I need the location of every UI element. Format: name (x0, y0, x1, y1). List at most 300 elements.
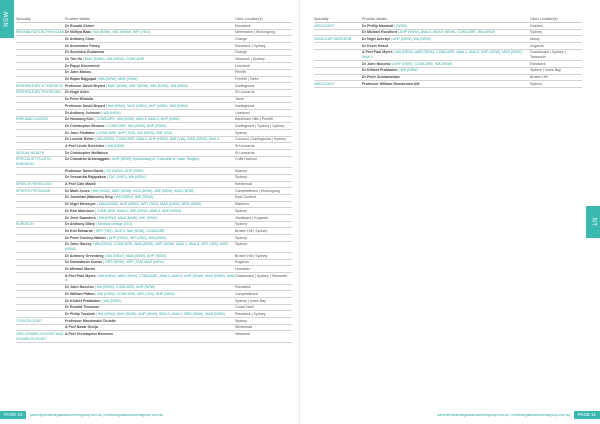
table-row (16, 208, 292, 215)
provider-name: Dr Jerel Saunders (65, 215, 96, 220)
provider-qualifications: | WA (NSW) (100, 298, 121, 303)
location-cell: Randwick | Sydney (235, 43, 266, 48)
provider-table-right (314, 15, 582, 88)
provider-qualifications: | Medical college (VIC) (95, 222, 133, 227)
provider-qualifications: | AHP (NSW), WPI (TAS), WA (NSW) (106, 235, 166, 240)
table-row (16, 43, 292, 50)
provider-cell (65, 305, 235, 311)
provider-qualifications: | AHP (NSW), AMA 4, AMA 5 (NSW), COMCARE, WA (NSW) (396, 30, 495, 35)
specialty-cell (16, 266, 65, 272)
specialty-cell (16, 305, 65, 311)
location-cell: Broken Hill | Sydney (235, 228, 268, 233)
provider-cell (65, 43, 235, 49)
provider-qualifications: | MAS (NSW), WA (NSW), COMCARE (82, 57, 145, 62)
provider-qualifications: | (NSW) (393, 23, 408, 28)
provider-cell (362, 23, 530, 29)
location-cell: Kogarah (235, 260, 249, 265)
specialty-cell (16, 77, 65, 83)
provider-name: Dr Anthony Dilley (65, 222, 96, 227)
specialty-cell: RESPIRATORY PHYSICIAN (16, 90, 61, 95)
table-row (314, 36, 582, 43)
provider-name: Dr Surendra Gunasena (65, 50, 105, 55)
location-cell: St Leonards (235, 90, 255, 95)
specialty-cell (16, 97, 65, 103)
page-number: PAGE 10 (0, 411, 26, 419)
provider-qualifications: | WA (NSW), AMS (NSW), NCA (NSW), IME (NSW), MAS (NSW) (89, 188, 195, 193)
table-row (16, 202, 292, 209)
specialty-cell (16, 208, 65, 214)
location-cell: Leonards (235, 267, 250, 272)
location-cell: Sydney (235, 242, 247, 247)
specialty-cell: URO-GYNAECOLOGIST AND GYNAECOLOGIST (16, 331, 64, 341)
location-cell: Randwick | Sydney (235, 311, 266, 316)
provider-qualifications: | MAS (NSW), AHP (NSW), IMS (NSW), WA (NSW) (104, 83, 188, 88)
location-cell: Darlinghurst (235, 103, 255, 108)
header-provider: Provider details (362, 17, 387, 21)
provider-name: Dr Kildeet Prabhaker (362, 68, 398, 73)
table-row (16, 36, 292, 43)
table-row (16, 70, 292, 77)
specialty-cell: RHEUMATOLOGIST (16, 117, 49, 122)
provider-cell (65, 83, 235, 89)
provider-qualifications: | WA (NSW), AMS (NSW), COMCARE, AMA 4, AMA 5, AHP (NSW), MAS (NSW), AMA 5 (65, 273, 235, 283)
provider-qualifications: | WA (NSW), MAS (NSW) (95, 77, 138, 82)
specialty-cell (314, 30, 362, 36)
provider-name: Dr Nigel Mercuyer (65, 202, 96, 207)
location-cell: Sydney (235, 168, 247, 173)
provider-cell (65, 168, 235, 174)
table-row (16, 103, 292, 110)
specialty-cell (314, 50, 362, 60)
provider-cell (362, 61, 530, 67)
provider-cell (65, 56, 235, 62)
specialty-cell (16, 298, 65, 304)
provider-name: Professor Macdonald Christie (65, 318, 116, 323)
contact-line[interactable]: admin@medicolegalassessmentsgroup.com.au | medicolegalassessmentsgroup.com.au (437, 413, 570, 417)
table-row (16, 291, 292, 298)
provider-name: Dr Ronald Shiner (65, 23, 95, 28)
provider-qualifications: | WA (NSW), MAS (NSW), AHP (NSW), IMS (NSW) (104, 103, 188, 108)
location-cell: St Leonards (235, 150, 255, 155)
provider-name: Dr Ron Muirdoes (65, 208, 94, 213)
header-specialty: Specialty (314, 17, 329, 21)
specialty-cell: SURGEON (16, 222, 34, 227)
provider-name: Dr Lucette Reiter (65, 137, 94, 142)
provider-qualifications: | DRS (NSW), WPI (TAS) MAS (NSW) (102, 260, 164, 265)
location-cell: Sydney (235, 235, 247, 240)
header-location: Clinic Location(s) (530, 17, 558, 21)
specialty-cell: SEXUAL HEALTH (16, 150, 45, 155)
provider-name: Dr John Garvey (65, 242, 92, 247)
specialty-cell (16, 235, 65, 241)
specialty-cell (16, 143, 65, 149)
table-row (314, 61, 582, 68)
table-row (314, 50, 582, 61)
specialty-cell: SPECIALIST PLASTIC SURGEON (16, 157, 52, 167)
provider-name: Dr Anthony Chan (65, 36, 95, 41)
provider-name: Dr Anthony Greenberg (65, 253, 104, 258)
provider-qualifications: | COMCARE, WA (NSW), AMA 4, AMA 5, AHP (NSW) (93, 117, 180, 122)
location-cell: Grassboard | Sydney | Tamworth (235, 273, 288, 278)
provider-name: Dr Christopher McMahon (65, 150, 108, 155)
specialty-cell (16, 103, 65, 109)
provider-cell (65, 266, 235, 272)
provider-table-left (16, 15, 292, 343)
table-row (16, 90, 292, 97)
provider-name: Dr Peter Subramanian (362, 75, 400, 80)
provider-name: Dr Kevin Heard (362, 43, 388, 48)
location-cell: Coffs Harbour (235, 157, 258, 162)
table-row (16, 260, 292, 267)
provider-name: A Prof Paul Myers (362, 50, 393, 55)
provider-cell (65, 182, 235, 188)
table-row (16, 311, 292, 318)
header-location: Clinic Location(s) (235, 17, 263, 21)
provider-cell (65, 318, 235, 324)
table-row (314, 81, 582, 88)
state-tab-nsw (0, 0, 14, 38)
specialty-cell (16, 123, 65, 129)
provider-name: Dr John Findlater (65, 130, 95, 135)
provider-qualifications: | AHP (NSW) Specialising in: Cosmetic & Laser Surgery (109, 157, 200, 162)
provider-name: Dr Nigel Achrayi (362, 36, 390, 41)
page-footer (0, 411, 300, 419)
provider-name: Dr William Patten (65, 291, 95, 296)
specialty-cell (16, 273, 65, 283)
state-tab-nt (586, 206, 600, 238)
location-cell: Grassboard | Sydney | Tamworth (530, 50, 566, 60)
provider-cell (65, 103, 235, 109)
provider-cell (65, 137, 235, 143)
specialty-cell (16, 311, 65, 317)
provider-cell (65, 285, 235, 291)
table-row (16, 285, 292, 292)
location-cell: Sydney (235, 318, 247, 323)
provider-name: Professor David Bryant (65, 103, 105, 108)
table-row (16, 325, 292, 332)
page-footer (300, 411, 600, 419)
provider-name: Professor David David (65, 168, 104, 173)
provider-qualifications: | WA (NSW), COMCARE, WPI (TAS), AHP (NSW) (94, 291, 175, 296)
provider-cell (65, 215, 235, 221)
provider-qualifications: | COMCARE, WA (NSW), AHP (NSW) (104, 123, 166, 128)
specialty-cell (16, 70, 65, 76)
provider-cell (362, 36, 530, 42)
location-cell: Merrimalee | Wollongong (235, 30, 275, 35)
provider-name: Dr Mark Jones (65, 188, 90, 193)
location-cell: Sydney (235, 175, 247, 180)
table-row (16, 23, 292, 30)
provider-cell (65, 175, 235, 181)
provider-cell (65, 325, 235, 331)
provider-cell (65, 70, 235, 76)
table-row (16, 266, 292, 273)
table-row (16, 83, 292, 90)
specialty-cell (16, 202, 65, 208)
specialty-cell (314, 61, 362, 67)
table-row (16, 253, 292, 260)
provider-name: A Prof Paul Myers (65, 273, 96, 278)
table-row (16, 215, 292, 222)
provider-name: Dr Jonathan (Malcolm) King (65, 195, 113, 200)
specialty-cell (16, 63, 65, 69)
provider-name: Dr Yessartha Rajapaksa (65, 175, 106, 180)
location-cell: Waterloo (235, 202, 250, 207)
location-cell: Orange (235, 36, 247, 41)
table-row (16, 235, 292, 242)
provider-qualifications: | NZ (NSW), AHP (NSW) (103, 168, 144, 173)
state-tab-label: NSW (4, 11, 10, 27)
provider-cell (65, 36, 235, 42)
table-row (16, 123, 292, 130)
location-cell: Broken Hill (530, 75, 548, 80)
provider-qualifications: | WA (NSW) (100, 110, 121, 115)
provider-qualifications: | COMCARE, AHP (TAS), WA (NSW), IME (VIA) (94, 130, 173, 135)
provider-cell (65, 331, 235, 341)
provider-cell (65, 260, 235, 266)
provider-qualifications: | WA (NSW), COMCARE, AMA (NSW), AHP (NSW), AMA 4, AMA 5, WPI (TAS), MAS (NSW) (65, 242, 228, 251)
table-row (16, 143, 292, 150)
specialty-cell: SPORTS PHYSICIAN (16, 188, 51, 193)
provider-qualifications: | WA (NSW), AMS (NSW), COMCARE, AMA 4, AMA 5, AHP (NSW), MAS (NSW), AMA 5 (362, 50, 523, 60)
specialty-cell: TOXICOLOGIST (16, 318, 43, 323)
provider-name: Dr Ronald Thomson (65, 305, 100, 310)
table-row (16, 30, 292, 37)
specialty-cell (16, 23, 65, 29)
provider-qualifications: | WA (NSW), AMS (NSW), AHP (NSW), AMA 4, AMA 5, DRS (NSW), MAS (NSW) (94, 311, 225, 316)
provider-cell (362, 30, 530, 36)
specialty-cell (16, 110, 65, 116)
specialty-cell (16, 253, 65, 259)
provider-cell (65, 123, 235, 129)
location-cell: Sydney (235, 208, 247, 213)
provider-cell (65, 117, 235, 123)
provider-cell (362, 81, 530, 87)
provider-cell (362, 50, 530, 60)
location-cell: Newtown | Sydney (235, 57, 265, 62)
provider-cell (65, 291, 235, 297)
provider-name: Dr Michael Rockford (362, 30, 397, 35)
table-row (16, 63, 292, 70)
provider-name: Dr Pappi Kimmrenet (65, 63, 100, 68)
location-cell: Crows Nest (235, 305, 254, 310)
provider-name: Dr Phillip Marshall (362, 23, 394, 28)
provider-name: Dr Hugh Allen (65, 90, 89, 95)
provider-qualifications: | MAA (NSW), AHP (NSW), WPI (TMJ), MAS (NSW), DRS (NSW) (95, 202, 202, 207)
provider-name: Dr Damodaran Kumar (65, 260, 103, 265)
specialty-cell (16, 285, 65, 291)
table-row (16, 188, 292, 195)
provider-name: Dr John Nocchio (362, 61, 391, 66)
location-cell: Sydney | Innes Bay (235, 298, 266, 303)
provider-cell (65, 298, 235, 304)
location-cell: Frenhill | Taree (235, 77, 259, 82)
provider-cell (362, 43, 530, 49)
provider-cell (65, 273, 235, 283)
table-row (16, 305, 292, 312)
specialty-cell (16, 50, 65, 56)
specialty-cell (16, 175, 65, 181)
location-cell: Baulkham Hills | Penrith (235, 117, 274, 122)
provider-name: Dr Kim Edwards (65, 228, 93, 233)
table-row (16, 273, 292, 284)
provider-name: Dr Chandran Arkanaggam (65, 157, 110, 162)
location-cell: Sydney (235, 130, 247, 135)
provider-cell (65, 253, 235, 259)
specialty-cell (16, 195, 65, 201)
specialty-cell: RESPIRATORY & THORACIC (16, 83, 64, 88)
location-cell: Sydney (235, 222, 247, 227)
location-cell: Sydney | Innes Bay (530, 68, 561, 73)
right-page (300, 0, 600, 424)
provider-name: A Prof Navar Gunja (65, 325, 98, 330)
table-row (16, 168, 292, 175)
page-number: PAGE 11 (574, 411, 600, 419)
provider-name: Dr John Nocchio (65, 285, 94, 290)
location-cell: East Gosford (235, 195, 256, 200)
location-cell: Newtown (235, 331, 250, 336)
location-cell: St Leonards (235, 143, 255, 148)
provider-name: Dr Hanoung Koh (65, 117, 94, 122)
location-cell: Randwick (235, 23, 251, 28)
table-row (16, 110, 292, 117)
table-body (16, 23, 292, 343)
provider-cell (65, 110, 235, 116)
provider-cell (362, 75, 530, 81)
provider-cell (65, 202, 235, 208)
table-row (16, 97, 292, 104)
provider-cell (65, 311, 235, 317)
provider-name: Dr Anthony Johnson (65, 110, 101, 115)
specialty-cell: UROLOGIST (314, 81, 335, 86)
table-row (16, 182, 292, 189)
provider-qualifications: | WA (NSW), MAA (NSW), AHP (NSW) (103, 253, 167, 258)
provider-cell (65, 23, 235, 29)
location-cell: Sydney (530, 30, 542, 35)
specialty-cell (16, 260, 65, 266)
provider-qualifications: | WPI (TAS), NAS 4, WA (NSW), COMCARE (92, 228, 165, 233)
provider-cell (65, 97, 235, 103)
provider-cell (65, 30, 235, 36)
provider-qualifications: | AHP (NSW), COMCARE, WA (NSW) (390, 61, 453, 66)
state-tab-label: NT (590, 217, 596, 227)
specialty-cell (16, 215, 65, 221)
table-row (16, 298, 292, 305)
header-specialty: Specialty (16, 17, 31, 21)
table-row (314, 43, 582, 50)
header-provider: Provider details (65, 17, 90, 21)
provider-name: Dr Christopher Browne (65, 123, 105, 128)
provider-cell (65, 50, 235, 56)
provider-cell (65, 143, 235, 149)
provider-name: Dr Rajan Rajgopal (65, 77, 96, 82)
table-row (16, 137, 292, 144)
specialty-cell: SPEECH PATHOLOGY (16, 182, 53, 187)
specialty-cell (16, 36, 65, 42)
table-row (16, 228, 292, 235)
table-row (16, 130, 292, 137)
location-cell: Manly (530, 36, 540, 41)
location-cell: Orange (235, 50, 247, 55)
table-row (16, 242, 292, 253)
specialty-cell (16, 228, 65, 234)
location-cell: Randwick (235, 285, 251, 290)
specialty-cell (16, 242, 65, 252)
location-cell: Gosford (530, 23, 543, 28)
specialty-cell: REHABILITATION PHYSICIAN (16, 30, 65, 35)
location-cell: Jindabyne | Kogarah (235, 215, 268, 220)
provider-name: Dr Nidhya Bala (65, 30, 91, 35)
provider-qualifications: | WA (NSW), IME (NSW) (112, 195, 154, 200)
table-row (314, 30, 582, 37)
specialty-cell (16, 137, 65, 143)
provider-name: Professor William Rosebrown AM (362, 81, 420, 86)
location-cell: Campbelltown | Wollongong (235, 188, 280, 193)
table-row (314, 68, 582, 75)
provider-name: Dr Kildeet Prabhaker (65, 298, 101, 303)
provider-qualifications: | WA (NSW), COMCARE, AMA 5, AHP (NSW), IME (VIA), MAS (NSW), AMA 4 (93, 137, 220, 142)
provider-cell (65, 195, 235, 201)
provider-name: A Prof Christopher Benness (65, 331, 113, 336)
location-cell: Sydney (530, 81, 542, 86)
provider-cell (65, 222, 235, 228)
specialty-cell (16, 325, 65, 331)
provider-name: Professor David Bryant (65, 83, 105, 88)
provider-name: Dr John Manos (65, 70, 91, 75)
provider-name: Dr Peter Gockey-Walder (65, 235, 107, 240)
location-cell: Broken Hill | Sydney (235, 253, 268, 258)
provider-name: A Prof Cate Madill (65, 182, 96, 187)
location-cell: Concord | Darlinghurst | Sydney (235, 137, 286, 142)
table-row (16, 150, 292, 157)
specialty-cell (16, 43, 65, 49)
provider-qualifications: | AHP (NSW), WA (NSW) (389, 36, 431, 41)
provider-cell (65, 157, 235, 167)
table-row (16, 331, 292, 342)
provider-qualifications: | WA (NSW) (397, 68, 418, 73)
table-row (16, 117, 292, 124)
provider-qualifications: | TAC (VMS), WA (NSW) (105, 175, 146, 180)
provider-cell (65, 228, 235, 234)
provider-cell (65, 130, 235, 136)
specialty-cell (16, 168, 65, 174)
contact-line[interactable]: admin@medicolegalassessmentsgroup.com.au | medicolegalassessmentsgroup.com.au (30, 413, 164, 417)
location-cell: Westmead (235, 182, 253, 187)
specialty-cell (16, 56, 65, 62)
location-cell: Campbelltown (235, 291, 258, 296)
table-row (16, 318, 292, 325)
location-cell: Liverpool (235, 110, 250, 115)
provider-name: Dr Tim Ho (65, 57, 83, 62)
table-row (16, 157, 292, 168)
provider-name: A Prof Leslie Schrieber (65, 143, 105, 148)
provider-cell (65, 188, 235, 194)
provider-name: Dr Annemarie Fahey (65, 43, 100, 48)
location-cell: Darlinghurst | Sydney | Sydney (235, 123, 285, 128)
table-row (314, 23, 582, 30)
table-header (314, 15, 582, 23)
specialty-cell (314, 75, 362, 81)
location-cell: Kogarah (530, 43, 544, 48)
provider-qualifications: | WA (NSW), COMCARE, AHP (NSW) (93, 285, 156, 290)
table-row (16, 195, 292, 202)
provider-qualifications: | WA (NSW), MAA (NSW), IME (NSW) (95, 215, 158, 220)
provider-cell (65, 90, 235, 96)
provider-cell (65, 150, 235, 156)
table-row (16, 222, 292, 229)
location-cell: Leichardt (235, 63, 250, 68)
location-cell: Randwick (530, 61, 546, 66)
